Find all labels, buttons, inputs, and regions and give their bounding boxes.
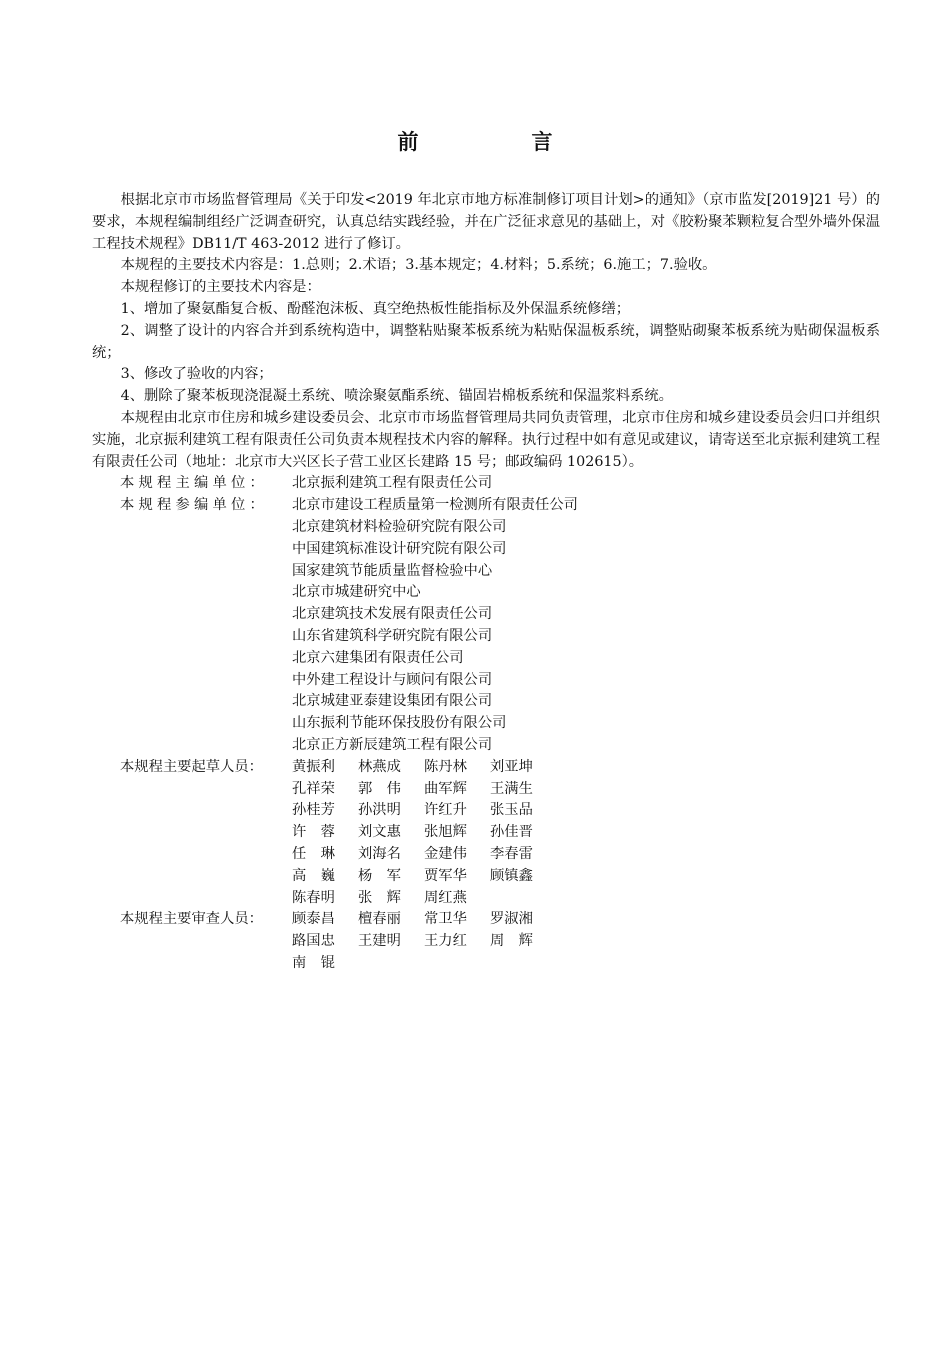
reviewers-list — [292, 909, 880, 974]
participating-units-row — [92, 495, 880, 757]
drafter-name: 顾镇鑫 — [490, 867, 533, 884]
drafters-row — [92, 757, 880, 910]
chief-unit-label: 本规程主编单位： — [120, 475, 268, 492]
list-item: 中国建筑标准设计研究院有限公司 — [292, 540, 507, 557]
reviewer-name: 南 锟 — [292, 954, 335, 971]
list-item: 北京建筑技术发展有限责任公司 — [292, 606, 493, 623]
participating-units-list — [292, 495, 880, 757]
list-item: 北京市城建研究中心 — [292, 584, 421, 601]
reviewer-name: 王力红 — [424, 933, 467, 950]
drafter-name: 刘海名 — [358, 845, 401, 862]
drafter-name: 杨 军 — [358, 867, 401, 884]
paragraph-revision-item-1: 1、增加了聚氨酯复合板、酚醛泡沫板、真空绝热板性能指标及外保温系统修缮； — [120, 300, 631, 317]
drafter-name: 郭 伟 — [358, 780, 401, 797]
paragraph-revision-item-4: 4、删除了聚苯板现浇混凝土系统、喷涂聚氨酯系统、锚固岩棉板系统和保温浆料系统。 — [120, 388, 673, 405]
drafter-name: 陈丹林 — [424, 758, 467, 775]
drafter-name: 贾军华 — [424, 867, 467, 884]
reviewer-name: 檀春丽 — [358, 911, 401, 928]
drafter-name: 张玉品 — [490, 802, 533, 819]
paragraph-main-content: 本规程的主要技术内容是：1.总则；2.术语；3.基本规定；4.材料；5.系统；6.施工；7.验收。 — [120, 257, 717, 274]
paragraph-revision-item-3: 3、修改了验收的内容； — [120, 366, 273, 383]
participating-units-label: 本规程参编单位： — [120, 497, 268, 514]
paragraph-management: 本规程由北京市住房和城乡建设委员会、北京市市场监督管理局共同负责管理，北京市住房和城乡建设委员会归口并组织实施，北京振利建筑工程有限责任公司负责本规程技术内容的解释。执行过程中如有意见或建议，请寄送至北京振利建筑工程有限责任公司（地址：北京市大兴区长子营工业区长建路 15 号；邮政编码 102615）。 — [92, 409, 880, 470]
drafter-name: 孙桂芳 — [292, 802, 335, 819]
reviewer-name: 顾泰昌 — [292, 911, 335, 928]
drafter-name: 许 蓉 — [292, 824, 335, 841]
drafter-name: 李春雷 — [490, 845, 533, 862]
drafter-name: 金建伟 — [424, 845, 467, 862]
drafters-list — [292, 757, 880, 910]
drafter-name: 王满生 — [490, 780, 533, 797]
credits-section — [92, 473, 880, 974]
document-body — [92, 190, 880, 975]
drafter-name: 孙佳晋 — [490, 824, 533, 841]
drafter-name: 曲军辉 — [424, 780, 467, 797]
list-item: 国家建筑节能质量监督检验中心 — [292, 562, 493, 579]
reviewer-name: 常卫华 — [424, 911, 467, 928]
paragraph-revision-item-2: 2、调整了设计的内容合并到系统构造中，调整粘贴聚苯板系统为粘贴保温板系统，调整贴砌聚苯板系统为贴砌保温板系统； — [92, 322, 880, 361]
drafter-name: 林燕成 — [358, 758, 401, 775]
list-item: 北京城建亚泰建设集团有限公司 — [292, 693, 493, 710]
drafters-label: 本规程主要起草人员： — [120, 758, 263, 775]
paragraph-revision-intro: 本规程修订的主要技术内容是： — [120, 279, 321, 296]
list-item: 山东省建筑科学研究院有限公司 — [292, 627, 493, 644]
list-item: 北京市建设工程质量第一检测所有限责任公司 — [292, 497, 578, 514]
reviewer-name: 王建明 — [358, 933, 401, 950]
reviewers-label: 本规程主要审查人员： — [120, 911, 263, 928]
drafter-name: 张旭辉 — [424, 824, 467, 841]
list-item: 北京建筑材料检验研究院有限公司 — [292, 518, 507, 535]
list-item: 山东振利节能环保技股份有限公司 — [292, 715, 507, 732]
chief-unit-value: 北京振利建筑工程有限责任公司 — [292, 475, 493, 492]
drafter-name: 周红燕 — [424, 889, 467, 906]
drafter-name: 张 辉 — [358, 889, 401, 906]
reviewer-name: 罗淑湘 — [490, 911, 533, 928]
reviewers-row — [92, 909, 880, 974]
chief-unit-row — [92, 473, 880, 495]
reviewer-name: 周 辉 — [490, 933, 533, 950]
drafter-name: 孙洪明 — [358, 802, 401, 819]
drafter-name: 孔祥荣 — [292, 780, 335, 797]
paragraph-revision-basis: 根据北京市市场监督管理局《关于印发<2019 年北京市地方标准制修订项目计划>的通知》（京市监发[2019]21 号）的要求，本规程编制组经广泛调查研究，认真总结实践经验，并在广泛征求意见的基础上，对《胶粉聚苯颗粒复合型外墙外保温工程技术规程》DB11/T 463-2012 进行了修订。 — [92, 192, 880, 252]
list-item: 北京正方新辰建筑工程有限公司 — [292, 736, 493, 753]
list-item: 中外建工程设计与顾问有限公司 — [292, 671, 493, 688]
reviewer-name: 路国忠 — [292, 933, 335, 950]
drafter-name: 刘文惠 — [358, 824, 401, 841]
drafter-name: 任 琳 — [292, 845, 335, 862]
drafter-name: 陈春明 — [292, 889, 335, 906]
list-item: 北京六建集团有限责任公司 — [292, 649, 464, 666]
drafter-name: 许红升 — [424, 802, 467, 819]
page-title: 前 言 — [397, 130, 599, 154]
drafter-name: 高 巍 — [292, 867, 335, 884]
drafter-name: 黄振利 — [292, 758, 335, 775]
drafter-name: 刘亚坤 — [490, 758, 533, 775]
